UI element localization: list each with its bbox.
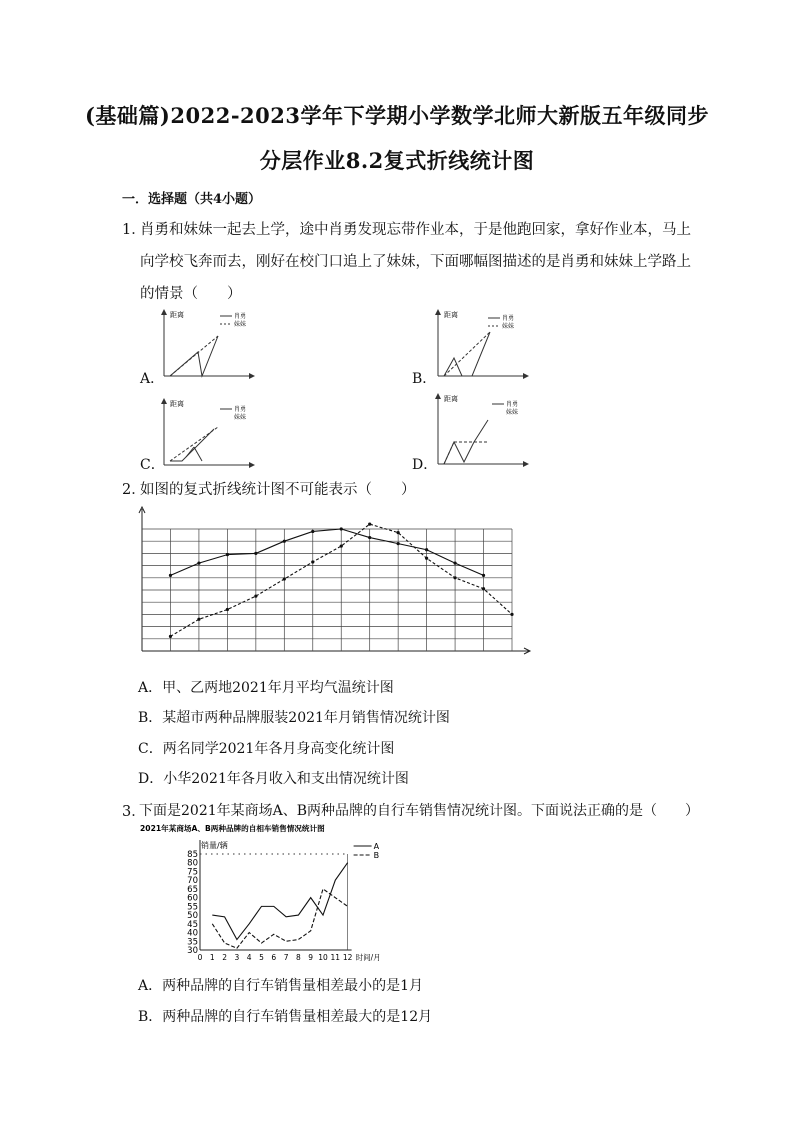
q3-xtick-label: 3	[234, 953, 240, 962]
q1-line-1: 肖勇和妹妹一起去上学，途中肖勇发现忘带作业本，于是他跑回家，拿好作业本，马上	[140, 222, 691, 238]
q2-series-2-point	[425, 557, 428, 560]
q2-series-2-point	[340, 544, 343, 547]
q1-option-c[interactable]: C．	[140, 457, 165, 473]
q2-series-1-point	[397, 542, 400, 545]
q2-series-1-point	[482, 574, 485, 577]
doc-title-line2: 分层作业8.2复式折线统计图	[259, 148, 535, 173]
q2-series-1-point	[311, 530, 314, 533]
q3-xlabel: 时间/月	[355, 953, 381, 962]
q3-ytick-label: 70	[187, 876, 198, 887]
q2-series-2-point	[254, 595, 257, 598]
q3-chart	[138, 822, 398, 970]
q3-legend-label-B: B	[373, 851, 380, 860]
q3-text: 下面是2021年某商场A、B两种品牌的自行车销售情况统计图。下面说法正确的是（ ）	[139, 803, 700, 819]
q2-series-1-point	[226, 553, 229, 556]
svg-text:肖勇: 肖勇	[502, 315, 515, 322]
q2-option-a[interactable]: A．甲、乙两地2021年月平均气温统计图	[138, 680, 394, 696]
q3-option-a[interactable]: A．两种品牌的自行车销售量相差最小的是1月	[138, 978, 424, 994]
q2-series-2-point	[311, 560, 314, 563]
q2-series-2-point	[169, 635, 172, 638]
q1-line-2: 向学校飞奔而去，刚好在校门口追上了妹妹，下面哪幅图描述的是肖勇和妹妹上学路上	[140, 254, 691, 270]
q3-xtick-label: 11	[330, 953, 341, 962]
q3-number: 3．	[122, 804, 146, 820]
q2-series-2-point	[453, 576, 456, 579]
q1-line-3: 的情景（ ）	[140, 286, 242, 302]
q3-xtick-label: 1	[209, 953, 215, 962]
q3-ytick-label: 50	[187, 911, 198, 922]
q1-graph-b	[432, 306, 532, 380]
q2-series-2-point	[283, 577, 286, 580]
q2-series-1-point	[340, 527, 343, 530]
q3-series-A-line	[212, 863, 347, 940]
q3-xtick-label: 10	[318, 953, 328, 962]
q1-number: 1．	[122, 222, 146, 238]
q3-ytick-label: 35	[187, 937, 198, 948]
doc-title-line1: (基础篇)2022-2023学年下学期小学数学北师大新版五年级同步	[85, 103, 709, 128]
q3-ytick-label: 80	[187, 858, 198, 869]
q1-option-b[interactable]: B．	[412, 371, 437, 387]
q1-graph-c	[158, 395, 258, 469]
q3-xtick-label: 2	[222, 953, 227, 962]
q3-ytick-label: 45	[187, 919, 198, 930]
q2-series-2-point	[226, 608, 229, 611]
q2-series-1-point	[453, 562, 456, 565]
q2-series-2-point	[510, 613, 513, 616]
q2-series-1-point	[425, 548, 428, 551]
q2-option-c[interactable]: C．两名同学2021年各月身高变化统计图	[138, 741, 395, 757]
q1a-ylabel: 距离	[170, 311, 184, 319]
q2-series-2-point	[368, 523, 371, 526]
q3-xtick-label: 6	[271, 953, 277, 962]
q3-ytick-label: 75	[187, 867, 198, 878]
q3-xtick-label: 12	[342, 953, 353, 962]
svg-text:妹妹: 妹妹	[234, 321, 247, 328]
q3-ytick-label: 85	[187, 850, 198, 860]
q1-option-a[interactable]: A．	[140, 371, 165, 387]
q1-graph-d	[432, 390, 532, 468]
q3-series-B-line	[212, 889, 347, 948]
q2-series-1-point	[368, 536, 371, 539]
svg-text:肖勇: 肖勇	[234, 313, 247, 320]
q2-series-2-point	[197, 618, 200, 621]
q3-xtick-label: 0	[197, 953, 203, 962]
q2-chart	[128, 505, 538, 665]
q3-ytick-label: 40	[187, 928, 198, 939]
q2-number: 2．	[122, 482, 146, 498]
q2-series-1-point	[169, 574, 172, 577]
q3-ytick-label: 60	[187, 893, 198, 904]
q3-ytick-label: 30	[187, 946, 198, 956]
q2-text: 如图的复式折线统计图不可能表示（ ）	[140, 482, 416, 498]
q3-xtick-label: 8	[296, 953, 301, 962]
q3-ytick-label: 55	[187, 902, 198, 913]
q3-xtick-label: 5	[259, 953, 264, 962]
q2-series-2-point	[482, 587, 485, 590]
q3-ylabel: 销量/辆	[201, 841, 228, 850]
svg-text:妹妹: 妹妹	[502, 323, 515, 330]
q2-series-1-line	[170, 529, 483, 575]
svg-text:妹妹: 妹妹	[234, 414, 247, 421]
q3-xtick-label: 7	[283, 953, 289, 962]
q3-legend-label-A: A	[373, 842, 380, 851]
q3-ytick-label: 65	[187, 884, 198, 895]
q2-series-1-point	[254, 552, 257, 555]
section-heading: 一．选择题（共4小题）	[122, 192, 262, 207]
q1-graph-a	[158, 306, 258, 380]
q1-option-d[interactable]: D．	[412, 457, 438, 473]
q2-series-2-point	[397, 531, 400, 534]
q2-series-1-point	[197, 562, 200, 565]
q2-option-b[interactable]: B．某超市两种品牌服装2021年月销售情况统计图	[138, 710, 450, 726]
svg-text:妹妹: 妹妹	[506, 409, 519, 416]
q2-option-d[interactable]: D．小华2021年各月收入和支出情况统计图	[138, 771, 409, 787]
svg-text:距离: 距离	[444, 311, 458, 319]
svg-text:肖勇: 肖勇	[506, 401, 519, 408]
svg-text:距离: 距离	[170, 400, 184, 408]
q3-xtick-label: 9	[308, 953, 314, 962]
q3-option-b[interactable]: B．两种品牌的自行车销售量相差最大的是12月	[138, 1009, 433, 1025]
q2-series-1-point	[283, 540, 286, 543]
q3-chart-title: 2021年某商场A、B两种品牌的自相车销售情况统计图	[140, 824, 325, 833]
q3-xtick-label: 4	[246, 953, 252, 962]
svg-text:距离: 距离	[444, 395, 458, 403]
svg-text:肖勇: 肖勇	[234, 406, 247, 413]
